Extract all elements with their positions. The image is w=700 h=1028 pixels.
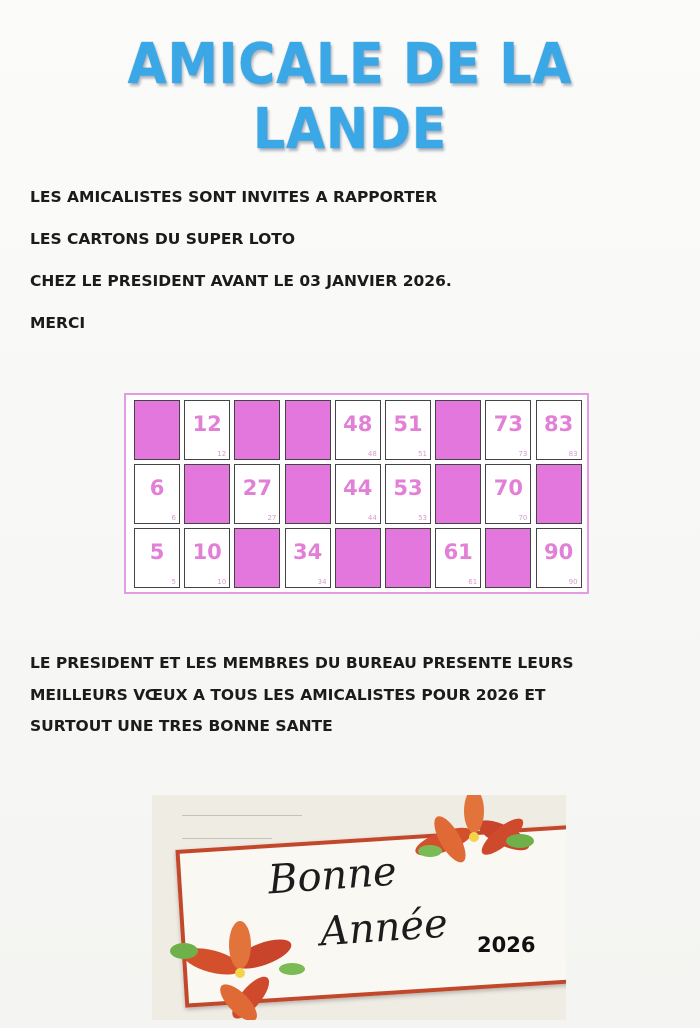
loto-number-small: 48 [367, 450, 377, 458]
loto-number-small: 10 [217, 578, 227, 586]
notice-line-3: CHEZ LE PRESIDENT AVANT LE 03 JANVIER 2026. [30, 272, 452, 290]
loto-cell-empty [234, 400, 280, 460]
loto-cell-empty [234, 528, 280, 588]
loto-cell-empty [435, 400, 481, 460]
loto-number: 34 [292, 540, 323, 564]
loto-number: 12 [192, 412, 222, 436]
notice-line-1: LES AMICALISTES SONT INVITES A RAPPORTER [30, 188, 438, 206]
loto-number: 61 [443, 540, 473, 564]
loto-number: 27 [242, 476, 272, 500]
loto-cell [485, 400, 531, 460]
loto-number-small: 51 [418, 450, 427, 458]
loto-cell-empty [536, 464, 582, 524]
loto-number-small: 6 [171, 514, 176, 522]
greeting-word-1: Bonne [266, 848, 399, 904]
loto-cell [134, 528, 180, 588]
wishes-line-2: MEILLEURS VŒUX A TOUS LES AMICALISTES POUR 2026 ET [30, 686, 546, 704]
greeting-word-2: Année [318, 900, 450, 956]
loto-number-small: 90 [568, 578, 578, 586]
loto-number: 53 [393, 476, 423, 500]
wishes-line-3: SURTOUT UNE TRES BONNE SANTE [30, 717, 333, 735]
greeting-year: 2026 [477, 933, 536, 957]
loto-number-small: 5 [171, 578, 176, 586]
loto-cell [335, 464, 381, 524]
loto-cell-empty [385, 528, 431, 588]
notice-line-2: LES CARTONS DU SUPER LOTO [30, 230, 296, 248]
loto-number-small: 12 [217, 450, 227, 458]
loto-number-small: 70 [518, 514, 528, 522]
loto-number-small: 83 [568, 450, 578, 458]
loto-cell [385, 400, 431, 460]
poinsettia-flower-bottom-icon [170, 921, 305, 1020]
loto-cell-empty [285, 464, 331, 524]
loto-number: 51 [393, 412, 423, 436]
loto-cell-empty [134, 400, 180, 460]
loto-cell [435, 528, 481, 588]
loto-number: 44 [343, 476, 373, 500]
loto-number: 6 [149, 476, 165, 500]
poinsettia-decoration [152, 795, 566, 1020]
notice-line-4: MERCI [30, 314, 86, 332]
loto-number: 90 [543, 540, 574, 564]
loto-cell [184, 400, 230, 460]
loto-cell-empty [285, 400, 331, 460]
loto-number-small: 73 [518, 450, 528, 458]
page-title: AMICALE DE LA LANDE [127, 32, 573, 162]
loto-cell [536, 528, 582, 588]
loto-cell-empty [485, 528, 531, 588]
loto-number-small: 44 [367, 514, 377, 522]
loto-cell [184, 528, 230, 588]
loto-number: 5 [149, 540, 165, 564]
loto-number: 73 [493, 412, 523, 436]
loto-cell-empty [335, 528, 381, 588]
loto-number-small: 61 [468, 578, 478, 586]
loto-number: 48 [343, 412, 373, 436]
wishes-line-1: LE PRESIDENT ET LES MEMBRES DU BUREAU PRESENTE LEURS [30, 654, 574, 672]
poinsettia-flower-top-icon [412, 795, 534, 867]
loto-number-small: 27 [267, 514, 277, 522]
loto-card [124, 393, 589, 594]
loto-cell [335, 400, 381, 460]
loto-cell [234, 464, 280, 524]
loto-cell [385, 464, 431, 524]
loto-number: 10 [192, 540, 222, 564]
loto-cell [485, 464, 531, 524]
greeting-card-image [152, 795, 566, 1020]
loto-number-small: 34 [317, 578, 327, 586]
loto-number: 70 [493, 476, 523, 500]
loto-number: 83 [543, 412, 574, 436]
loto-cell [134, 464, 180, 524]
loto-cell [285, 528, 331, 588]
loto-number-small: 53 [418, 514, 427, 522]
loto-cell-empty [435, 464, 481, 524]
loto-cell-empty [184, 464, 230, 524]
loto-cell [536, 400, 582, 460]
